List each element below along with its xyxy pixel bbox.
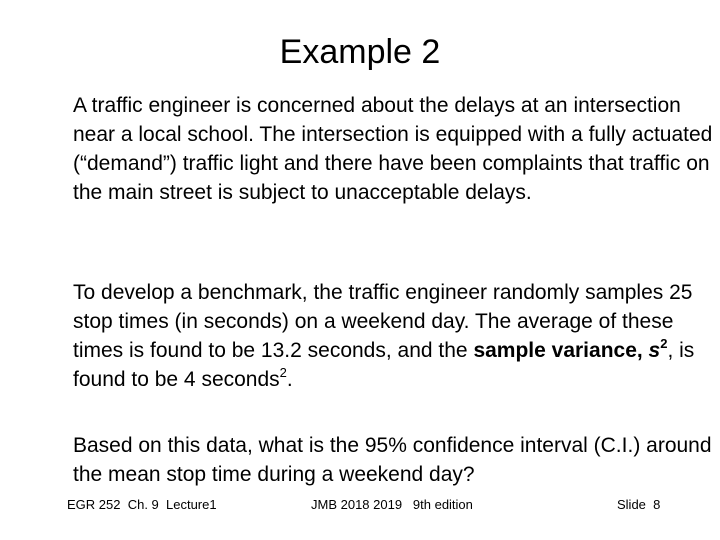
- footer-course: EGR 252 Ch. 9 Lecture1: [67, 497, 217, 512]
- paragraph-sample-info: [73, 278, 713, 394]
- paragraph-sample-text-part3: .: [286, 368, 293, 391]
- paragraph-sample-text-part2: , is found to be 4 seconds: [73, 339, 695, 391]
- paragraph-problem-statement: A traffic engineer is concerned about the delays at an intersection near a local school. The intersection is equipped with a fully actuated (“demand”) traffic light and there have been complaints that traffic on the main street is subject to unacceptable delays.: [73, 94, 713, 204]
- variance-symbol-exponent: 2: [660, 336, 668, 351]
- slide-title: Example 2: [279, 33, 441, 71]
- footer-author-edition: JMB 2018 2019 9th edition: [311, 497, 473, 512]
- variance-symbol: s: [648, 339, 661, 362]
- footer-slide-number: Slide 8: [617, 497, 661, 512]
- paragraph-sample-text-part1: To develop a benchmark, the traffic engineer randomly samples 25 stop times (in seconds) on a weekend day. The average of these times is found to be 13.2 seconds, and the: [73, 281, 693, 362]
- unit-exponent: 2: [279, 365, 287, 380]
- sample-variance-term: sample variance,: [473, 339, 649, 362]
- paragraph-question: Based on this data, what is the 95% confidence interval (C.I.) around the mean stop time during a weekend day?: [73, 434, 712, 486]
